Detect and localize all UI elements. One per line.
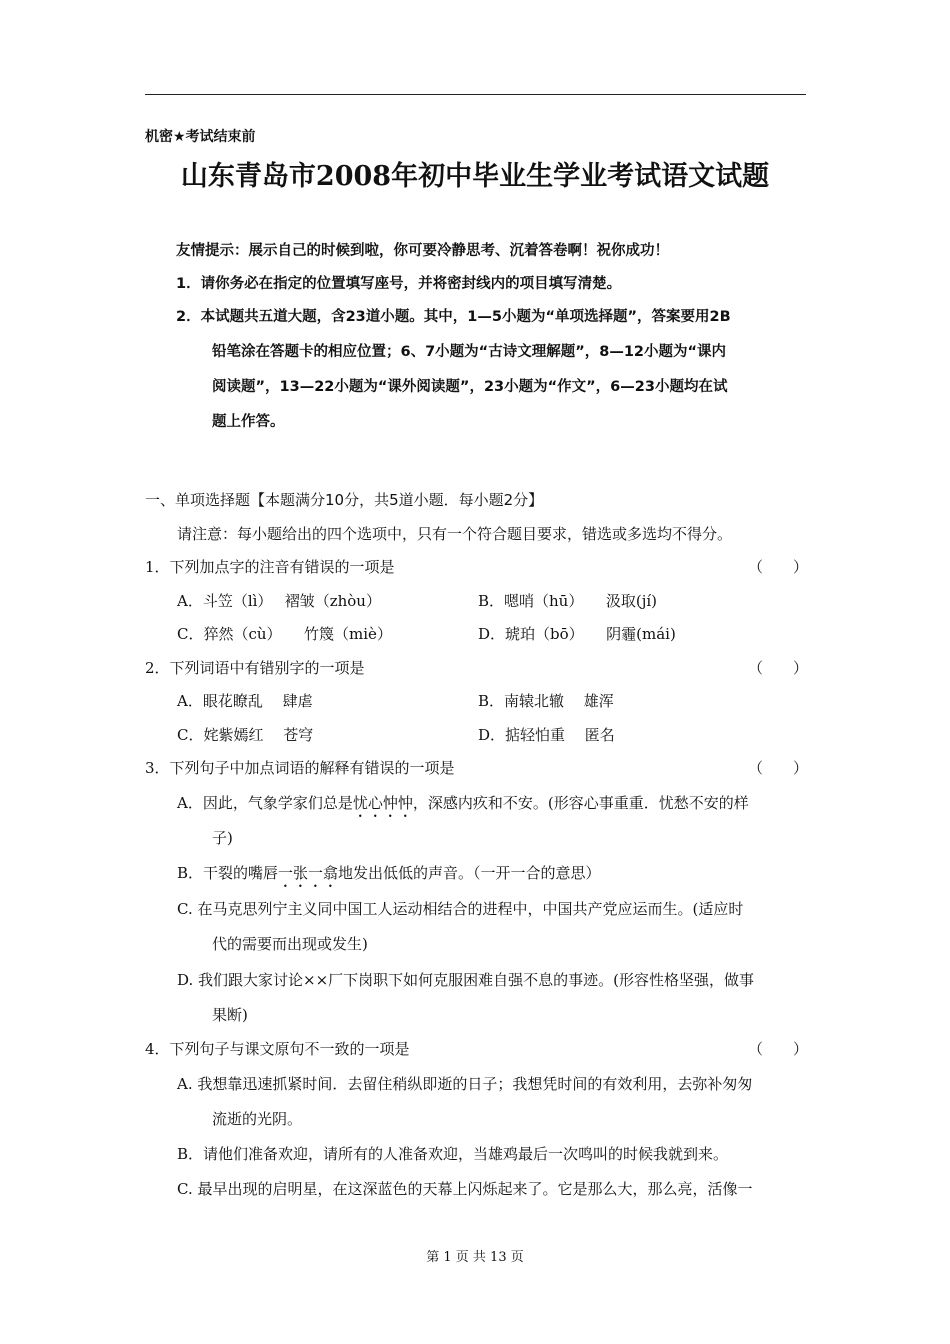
tips-item-2-line-2: 铅笔涂在答题卡的相应位置；6、7小题为“古诗文理解题”，8—12小题为“课内 — [212, 344, 727, 360]
section-note: 请注意：每小题给出的四个选项中，只有一个符合题目要求，错选或多选均不得分。 — [177, 524, 733, 543]
question-3-option-d: D. 我们跟大家讨论××厂下岗职下如何克服困难自强不息的事迹。(形容性格坚强，做事 — [177, 970, 755, 989]
answer-paren: （ ） — [747, 658, 808, 677]
option-d: D．琥珀（bō） 阴霾(mái) — [478, 625, 676, 643]
option-b-prefix: B．干裂的嘴唇 — [177, 863, 279, 882]
option-a: A．斗笠（lì） 褶皱（zhòu） — [177, 591, 381, 610]
option-b: B．嗯哨（hū） 汲取(jí) — [478, 591, 657, 610]
question-2-text: 2．下列词语中有错别字的一项是 — [145, 658, 365, 677]
question-3-option-c-cont: 代的需要而出现或发生) — [212, 934, 368, 953]
question-4-option-a: A. 我想靠迅速抓紧时间．去留住稍纵即逝的日子；我想凭时间的有效利用，去弥补匆匆 — [177, 1075, 753, 1093]
question-3-option-a-cont: 子) — [212, 828, 233, 847]
tips-intro: 友情提示：展示自己的时候到啦，你可要冷静思考、沉着答卷啊！祝你成功！ — [176, 243, 669, 259]
question-1-stem — [145, 551, 808, 585]
question-4-text: 4．下列句子与课文原句不一致的一项是 — [145, 1039, 410, 1058]
question-4-option-b: B．请他们准备欢迎，请所有的人准备欢迎，当雄鸡最后一次鸣叫的时候我就到来。 — [177, 1145, 729, 1163]
question-3-option-b — [145, 856, 808, 891]
option-d: D．掂轻怕重 匿名 — [478, 725, 615, 744]
question-1-options-row-2 — [145, 618, 808, 652]
page-footer: 第 1 页 共 13 页 — [426, 1250, 524, 1265]
option-a-suffix: ，深感内疚和不安。(形容心事重重．忧愁不安的样 — [412, 793, 749, 812]
answer-paren: （ ） — [747, 558, 808, 576]
option-b: B．南辕北辙 雄浑 — [478, 692, 614, 710]
question-2-options-row-2 — [145, 719, 808, 753]
question-3-option-d-cont: 果断) — [212, 1005, 248, 1024]
question-4-stem — [145, 1033, 808, 1067]
question-3-stem — [145, 752, 808, 786]
question-3-text: 3．下列句子中加点词语的解释有错误的一项是 — [145, 759, 455, 777]
tips-item-2-line-1: 2．本试题共五道大题，含23道小题。其中，1—5小题为“单项选择题”，答案要用2B — [176, 309, 731, 325]
page-title: 山东青岛市2008年初中毕业生学业考试语文试题 — [180, 161, 770, 192]
question-3-option-a — [145, 786, 808, 821]
option-a: A．眼花瞭乱 肆虐 — [177, 692, 313, 710]
option-c: C．猝然（cù） 竹篾（miè） — [177, 625, 392, 643]
tips-item-2 — [176, 300, 808, 440]
question-1-options-row-1 — [145, 585, 808, 619]
question-1-text: 1．下列加点字的注音有错误的一项是 — [145, 558, 395, 576]
confidential-label: 机密★考试结束前 — [145, 129, 256, 145]
tips-item-2-line-3: 阅读题”，13—22小题为“课外阅读题”，23小题为“作文”，6—23小题均在试 — [212, 379, 728, 395]
question-4-option-c: C. 最早出现的启明星，在这深蓝色的天幕上闪烁起来了。它是那么大，那么亮，活像一 — [177, 1180, 753, 1198]
question-2-options-row-1 — [145, 685, 808, 719]
dotted-word: 忧心忡忡 — [352, 793, 413, 812]
question-2-stem — [145, 652, 808, 686]
option-a-prefix: A．因此，气象学家们总是 — [177, 793, 353, 812]
tips-block — [176, 240, 808, 440]
answer-paren: （ ） — [747, 1039, 808, 1058]
question-4-option-a-cont: 流逝的光阴。 — [212, 1110, 303, 1128]
header-rule — [145, 94, 806, 95]
section-heading: 一、单项选择题【本题满分10分，共5道小题．每小题2分】 — [145, 491, 544, 509]
question-3-option-c: C. 在马克思列宁主义同中国工人运动相结合的进程中，中国共产党应运而生。(适应时 — [177, 899, 744, 918]
option-b-suffix: 地发出低低的声音。（一开一合的意思） — [338, 863, 601, 882]
question-body — [145, 484, 808, 1207]
option-c: C．姹紫嫣红 苍穹 — [177, 725, 314, 744]
dotted-word: 一张一翕 — [278, 863, 339, 882]
tips-item-2-line-4: 题上作答。 — [212, 414, 285, 430]
tips-item-1: 1．请你务必在指定的位置填写座号，并将密封线内的项目填写清楚。 — [176, 276, 622, 292]
answer-paren: （ ） — [747, 759, 808, 777]
